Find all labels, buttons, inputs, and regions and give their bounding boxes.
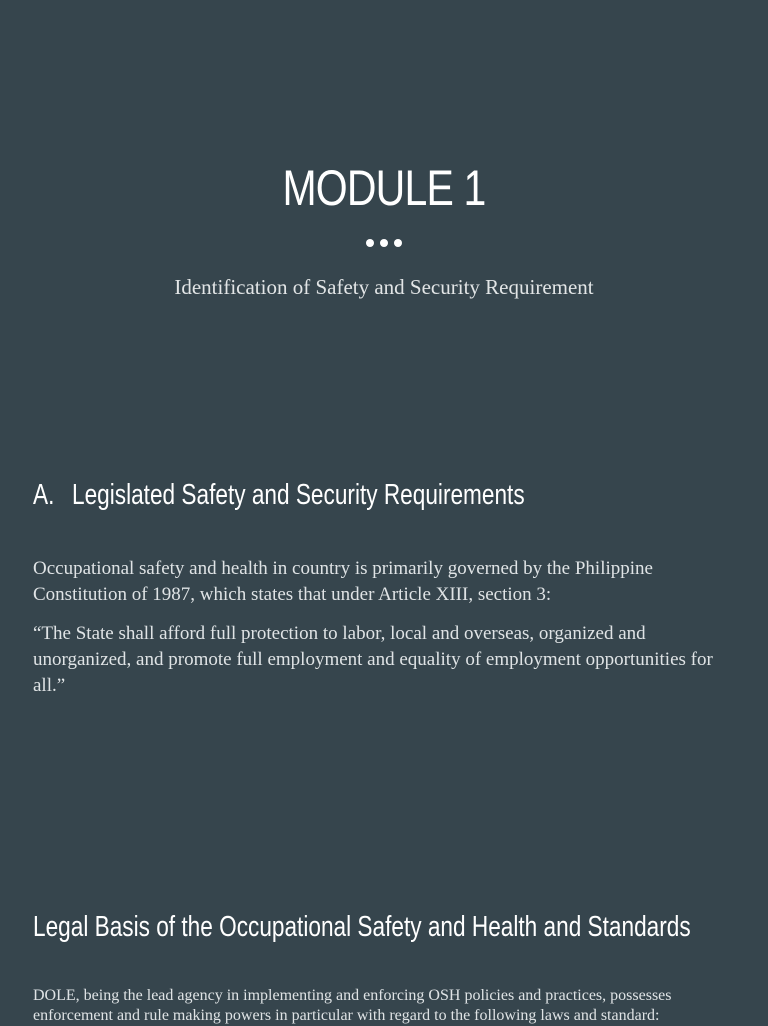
module-title: MODULE 1 — [282, 160, 486, 216]
divider-dot — [380, 239, 388, 247]
divider-dot — [394, 239, 402, 247]
legal-basis-paragraph: DOLE, being the lead agency in implementing and enforcing OSH policies and practices, possesses enforcement and rule making powers in particular with regard to the following laws and standard: — [33, 987, 672, 1024]
module-subtitle: Identification of Safety and Security Requirement — [174, 275, 594, 299]
section-a-letter: A. — [33, 479, 55, 511]
section-a-quote: “The State shall afford full protection to labor, local and overseas, organized and unorganized, and promote full employment and equality of employment opportunities for all.” — [33, 623, 713, 696]
ellipsis-divider-icon — [0, 239, 768, 247]
section-a-paragraph-1: Occupational safety and health in country is primarily governed by the Philippine Constitution of 1987, which states that under Article XIII, section 3: — [33, 558, 653, 605]
legal-basis-heading: Legal Basis of the Occupational Safety and Health and Standards — [33, 911, 691, 943]
divider-dot — [366, 239, 374, 247]
section-a-title: Legislated Safety and Security Requirements — [72, 479, 525, 511]
section-a-heading — [33, 475, 525, 515]
